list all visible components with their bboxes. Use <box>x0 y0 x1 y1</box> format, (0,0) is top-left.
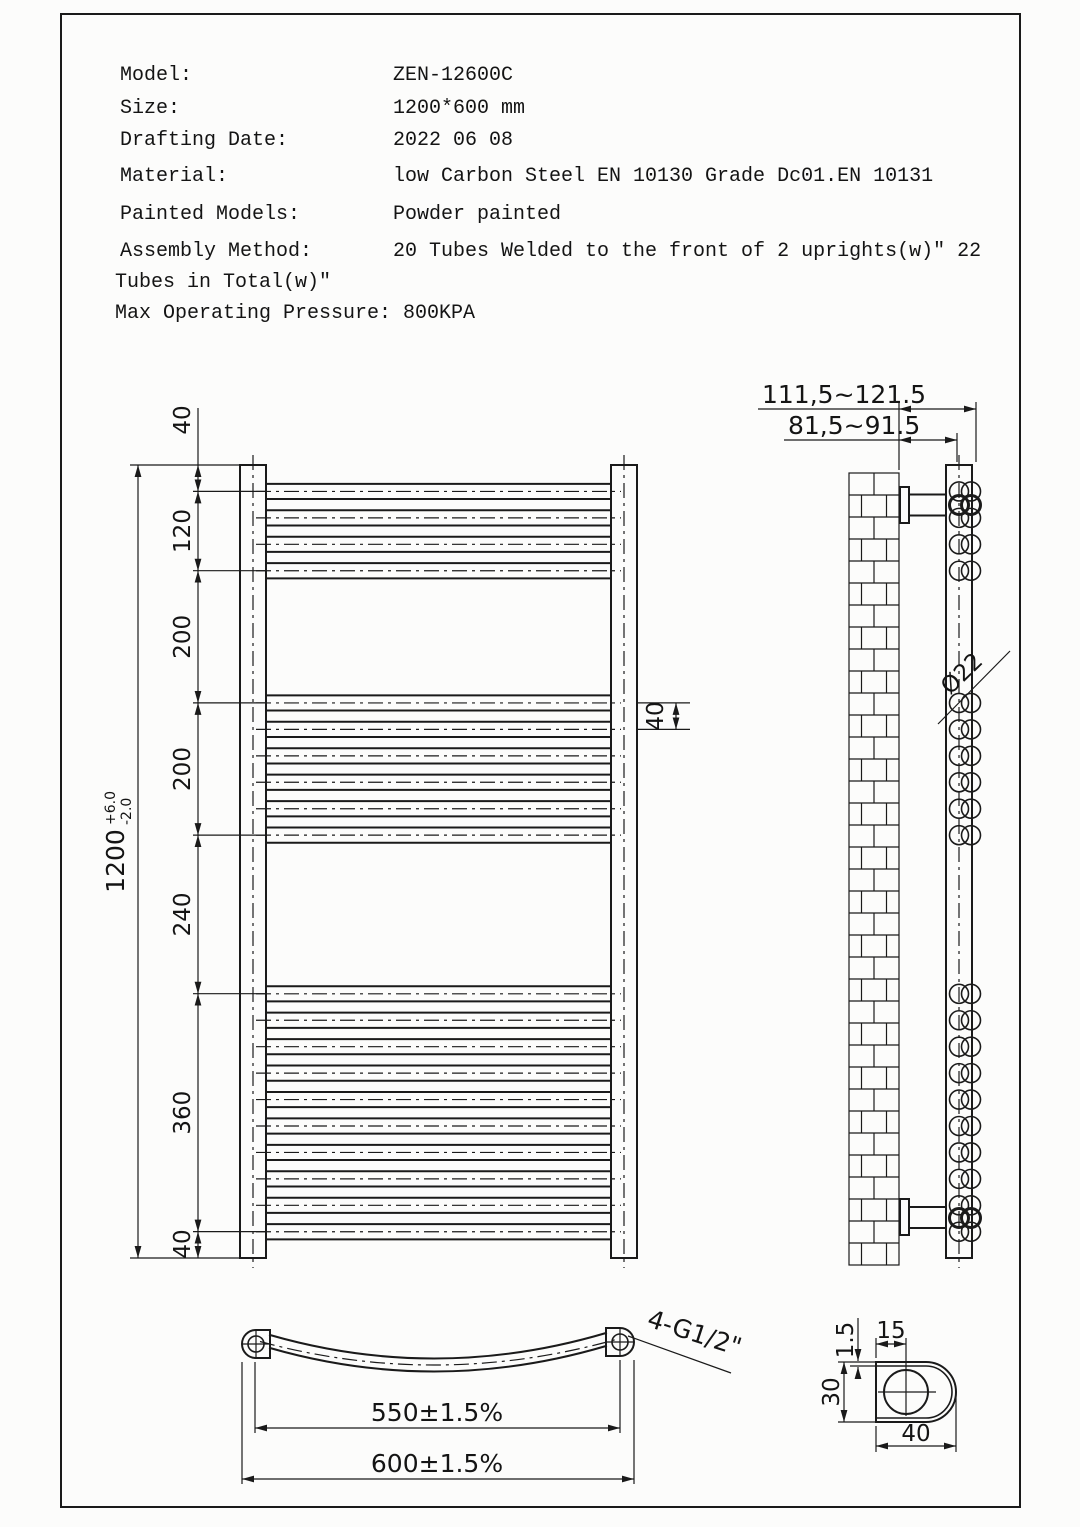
dim-wall-to-center: 81,5~91.5 <box>788 411 921 440</box>
dim-overall-width: 600±1.5% <box>370 1449 504 1478</box>
front-tubes <box>256 484 621 1240</box>
drafting-date-label: Drafting Date: <box>120 129 289 152</box>
bottom-curved-tube <box>260 1333 616 1372</box>
overall-height-value: 1200 <box>101 829 130 893</box>
assembly-continuation: Tubes in Total(w)" <box>115 271 332 294</box>
painted-models-value: Powder painted <box>393 203 562 226</box>
size-value: 1200*600 mm <box>393 97 526 120</box>
dim-bottom-margin: 40 <box>170 1229 196 1259</box>
model-label: Model: <box>120 64 193 87</box>
wall-bricks <box>849 473 899 1265</box>
side-view <box>758 380 1010 1268</box>
bottom-view <box>242 1304 745 1484</box>
material-value: low Carbon Steel EN 10130 Grade Dc01.EN 10131 <box>393 165 934 188</box>
material-label: Material: <box>120 165 229 188</box>
dim-gap2: 240 <box>170 892 196 937</box>
dim-wall-thickness: 1.5 <box>833 1321 859 1359</box>
detail-view <box>819 1318 956 1452</box>
painted-models-label: Painted Models: <box>120 203 301 226</box>
title-block <box>115 64 981 325</box>
bottom-dimensions <box>242 1304 745 1484</box>
dim-group3-span: 360 <box>170 1090 196 1135</box>
max-pressure-line: Max Operating Pressure: 800KPA <box>115 302 476 325</box>
front-view <box>101 405 690 1268</box>
dim-group2-span: 200 <box>170 747 196 791</box>
dim-overall-height <box>101 791 135 893</box>
front-dimensions <box>101 405 690 1258</box>
detail-dimensions <box>819 1318 956 1452</box>
dim-top-margin: 40 <box>170 405 196 435</box>
thread-connections-label: 4-G1/2" <box>644 1304 746 1362</box>
dim-tube-diameter: Ø22 <box>936 648 989 700</box>
dim-profile-depth: 30 <box>819 1377 845 1407</box>
dim-wall-to-front: 111,5~121.5 <box>762 380 927 409</box>
drafting-date-value: 2022 06 08 <box>393 129 514 152</box>
dim-tube-centers: 550±1.5% <box>370 1398 504 1427</box>
side-tube-circles <box>950 482 981 1241</box>
dim-tube-pitch: 40 <box>643 701 669 731</box>
dim-group1-span: 120 <box>170 509 196 553</box>
model-value: ZEN-12600C <box>393 64 514 87</box>
assembly-method-value: 20 Tubes Welded to the front of 2 uprights(w)" 22 <box>393 240 982 263</box>
size-label: Size: <box>120 97 181 120</box>
dim-profile-width: 40 <box>901 1421 931 1447</box>
frame-border <box>61 14 1020 1507</box>
dim-hole-offset: 15 <box>876 1318 906 1344</box>
front-uprights <box>240 455 637 1268</box>
overall-height-tol-plus: +6.0 <box>103 791 119 825</box>
overall-height-tol-minus: -2.0 <box>119 797 135 825</box>
dim-gap1: 200 <box>170 614 196 659</box>
assembly-method-label: Assembly Method: <box>120 240 313 263</box>
